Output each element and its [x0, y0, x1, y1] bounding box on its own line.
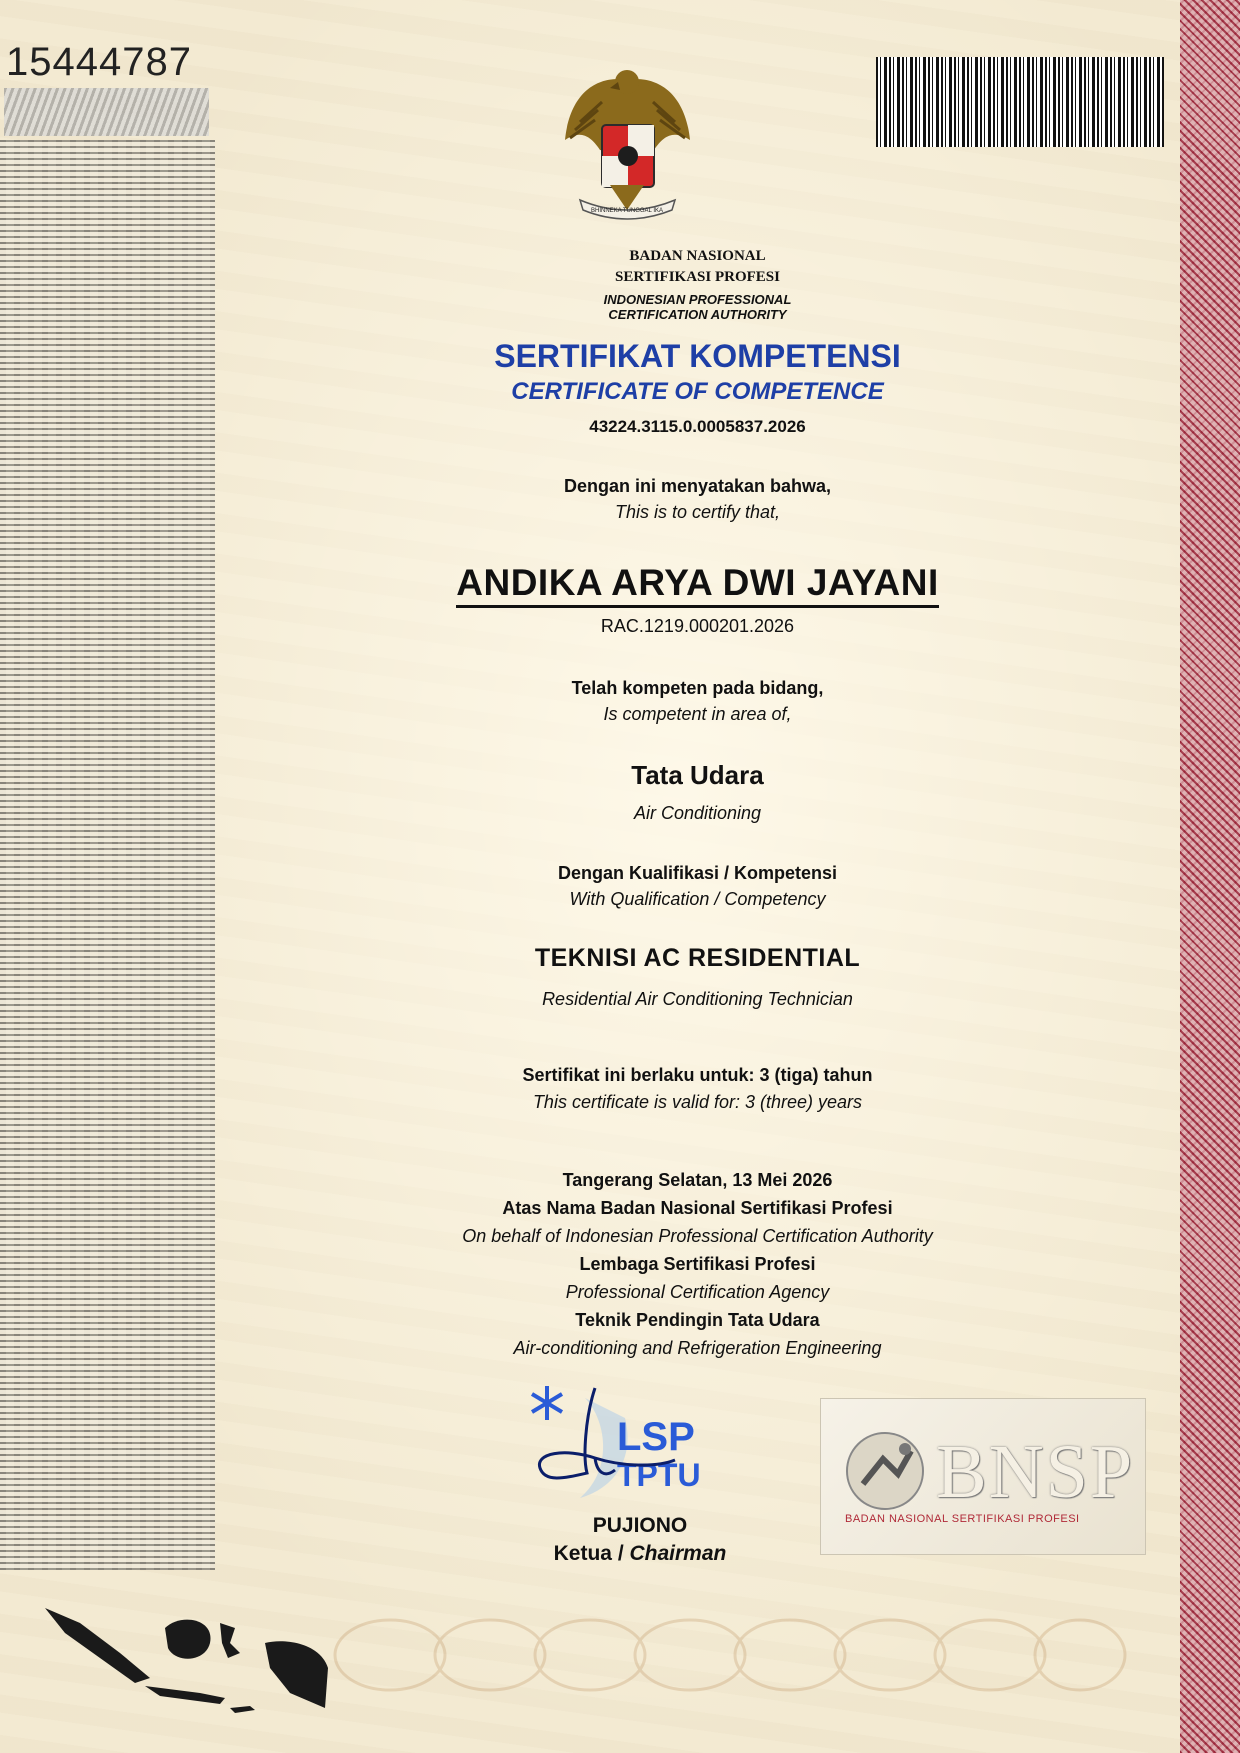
qualification-name-en: Residential Air Conditioning Technician: [542, 989, 853, 1009]
authority-en-line1: INDONESIAN PROFESSIONAL: [603, 292, 792, 307]
field-name-en: Air Conditioning: [633, 803, 762, 823]
on-behalf-en: On behalf of Indonesian Professional Certification Authority: [462, 1226, 933, 1246]
place-date: Tangerang Selatan, 13 Mei 2026: [562, 1170, 833, 1190]
agency-en: Professional Certification Agency: [565, 1282, 830, 1302]
qualification-intro-en: With Qualification / Competency: [569, 889, 826, 909]
bnsp-logo-subtitle: BADAN NASIONAL SERTIFIKASI PROFESI: [845, 1513, 1080, 1525]
authority-name-en: [215, 292, 1180, 322]
emblem-ribbon: BHINNEKA TUNGGAL IKA: [590, 208, 664, 214]
snowflake-icon: [532, 1386, 562, 1420]
indonesia-map-icon: [40, 1598, 330, 1718]
on-behalf-id: Atas Nama Badan Nasional Sertifikasi Profesi: [502, 1198, 893, 1218]
signatory-role-id: Ketua /: [553, 1542, 630, 1565]
competent-in-en: Is competent in area of,: [603, 704, 792, 724]
authority-en-line2: CERTIFICATION AUTHORITY: [608, 307, 787, 322]
declaration-id: Dengan ini menyatakan bahwa,: [563, 476, 832, 496]
qualification-intro-id: Dengan Kualifikasi / Kompetensi: [557, 863, 838, 883]
lsp-seal-signature: [525, 1378, 750, 1518]
qualification-name: TEKNISI AC RESIDENTIAL: [534, 944, 861, 972]
holder-name: [215, 562, 1180, 604]
garuda-emblem-icon: [560, 60, 695, 235]
certificate-title: SERTIFIKAT KOMPETENSI: [494, 338, 901, 374]
security-pattern-left: [0, 140, 215, 1570]
security-border-right: [1180, 0, 1240, 1753]
seal-tptu: TPTU: [617, 1457, 701, 1493]
validity-en: This certificate is valid for: 3 (three) years: [532, 1092, 863, 1112]
field-name: Tata Udara: [631, 760, 764, 790]
serial-security-band: [4, 88, 209, 136]
bnsp-hologram-logo: [820, 1398, 1146, 1555]
agency-name-id: Teknik Pendingin Tata Udara: [575, 1310, 820, 1330]
agency-name-en: Air-conditioning and Refrigeration Engineering: [513, 1338, 882, 1358]
authority-line2: SERTIFIKASI PROFESI: [615, 269, 780, 285]
signatory-name: PUJIONO: [592, 1514, 688, 1537]
bnsp-figure-icon: [843, 1429, 928, 1514]
declaration-en: This is to certify that,: [614, 502, 781, 522]
serial-number: 15444787: [6, 40, 192, 84]
guilloche-decoration: [330, 1600, 1130, 1710]
agency-id: Lembaga Sertifikasi Profesi: [579, 1254, 816, 1274]
signatory-role-en: Chairman: [629, 1542, 727, 1565]
competent-in-id: Telah kompeten pada bidang,: [571, 678, 824, 698]
barcode: [876, 57, 1164, 147]
authority-line1: BADAN NASIONAL: [629, 248, 766, 264]
bnsp-logo-text: BNSP: [936, 1430, 1135, 1514]
seal-lsp: LSP: [617, 1415, 695, 1459]
holder-name-text: ANDIKA ARYA DWI JAYANI: [456, 562, 939, 608]
authority-name-id: [215, 246, 1180, 288]
registration-number: RAC.1219.000201.2026: [600, 616, 795, 636]
certificate-title-en: CERTIFICATE OF COMPETENCE: [511, 378, 884, 405]
signatory-role: [500, 1542, 780, 1566]
certificate-number: 43224.3115.0.0005837.2026: [589, 417, 806, 436]
validity-id: Sertifikat ini berlaku untuk: 3 (tiga) tahun: [522, 1065, 873, 1085]
